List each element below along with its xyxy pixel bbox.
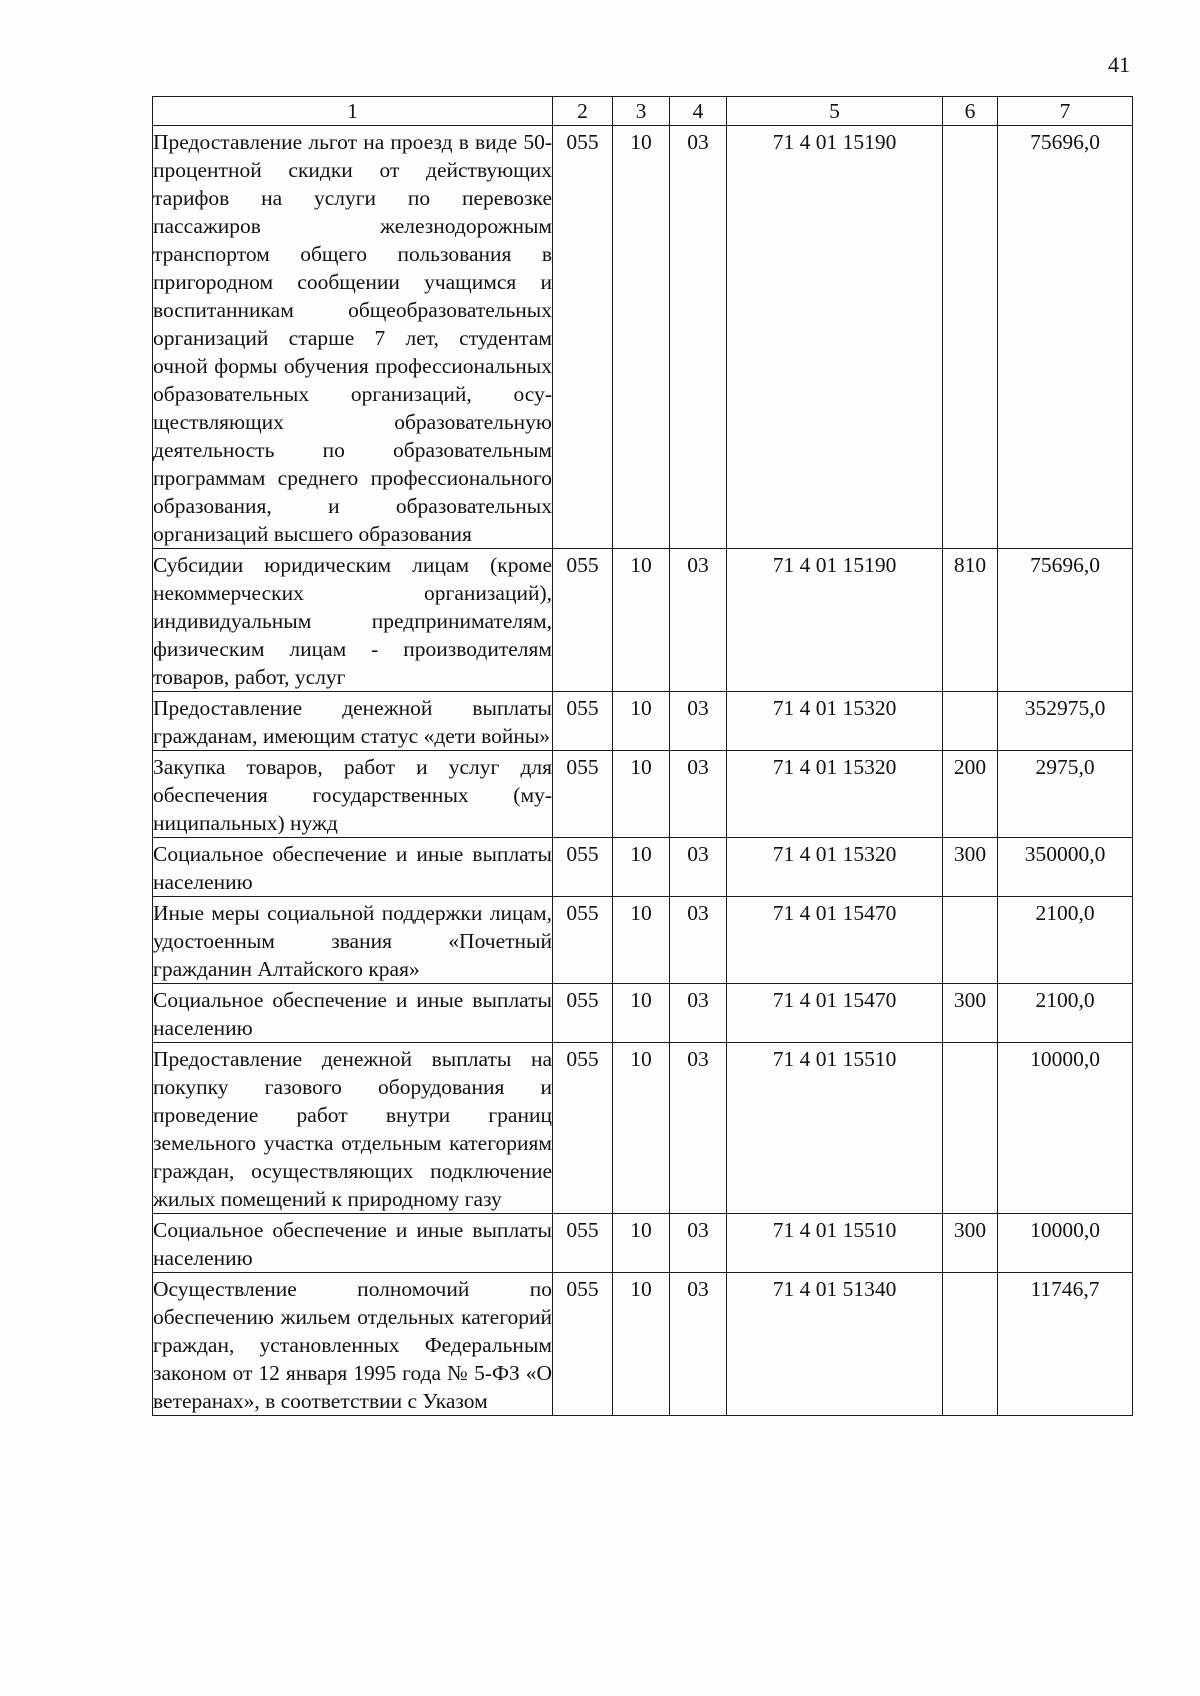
subsection-code: 03 <box>670 692 727 751</box>
table-row <box>153 897 1133 984</box>
expense-type-code: 300 <box>943 984 998 1043</box>
ministry-code: 055 <box>553 126 613 549</box>
subsection-code: 03 <box>670 838 727 897</box>
target-article-code: 71 4 01 51340 <box>727 1273 943 1416</box>
expense-type-code <box>943 692 998 751</box>
ministry-code: 055 <box>553 751 613 838</box>
ministry-code: 055 <box>553 1273 613 1416</box>
column-header: 5 <box>727 97 943 126</box>
column-header: 2 <box>553 97 613 126</box>
column-header: 6 <box>943 97 998 126</box>
ministry-code: 055 <box>553 897 613 984</box>
subsection-code: 03 <box>670 984 727 1043</box>
amount-value: 2100,0 <box>998 897 1133 984</box>
page-number: 41 <box>1108 52 1130 77</box>
expense-type-code <box>943 1043 998 1214</box>
table-row <box>153 838 1133 897</box>
column-header: 7 <box>998 97 1133 126</box>
target-article-code: 71 4 01 15190 <box>727 549 943 692</box>
section-code: 10 <box>613 751 670 838</box>
column-header: 4 <box>670 97 727 126</box>
section-code: 10 <box>613 1043 670 1214</box>
ministry-code: 055 <box>553 838 613 897</box>
target-article-code: 71 4 01 15320 <box>727 692 943 751</box>
ministry-code: 055 <box>553 1214 613 1273</box>
expense-type-code: 300 <box>943 1214 998 1273</box>
section-code: 10 <box>613 897 670 984</box>
row-description: Предоставление льгот на проезд в виде 50-процентной скидки от действующих тарифов на услуги по перевозке пассажиров железнодорожным транспортом общего пользования в пригородном сообщении учащимся и воспитанникам общеобразовательных организаций старше 7 лет, студентам очной формы обучения профессиональных образовательных организаций, осуществляющих образовательную деятельность по образовательным программам среднего профессионального образования, и образовательных организаций высшего образования <box>153 126 553 549</box>
target-article-code: 71 4 01 15320 <box>727 838 943 897</box>
column-header: 3 <box>613 97 670 126</box>
row-description: Предоставление денежной выплаты на покупку газового оборудования и проведение работ внутри границ земельного участка отдельным категориям граждан, осуществляющих подключение жилых помещений к природному газу <box>153 1043 553 1214</box>
table-row <box>153 984 1133 1043</box>
ministry-code: 055 <box>553 692 613 751</box>
amount-value: 75696,0 <box>998 126 1133 549</box>
table-row <box>153 751 1133 838</box>
ministry-code: 055 <box>553 1043 613 1214</box>
amount-value: 350000,0 <box>998 838 1133 897</box>
expense-type-code: 300 <box>943 838 998 897</box>
amount-value: 10000,0 <box>998 1043 1133 1214</box>
expense-type-code <box>943 1273 998 1416</box>
expense-type-code <box>943 897 998 984</box>
expense-type-code: 810 <box>943 549 998 692</box>
subsection-code: 03 <box>670 751 727 838</box>
expense-type-code <box>943 126 998 549</box>
amount-value: 2100,0 <box>998 984 1133 1043</box>
subsection-code: 03 <box>670 549 727 692</box>
section-code: 10 <box>613 838 670 897</box>
amount-value: 352975,0 <box>998 692 1133 751</box>
subsection-code: 03 <box>670 1043 727 1214</box>
row-description: Субсидии юридическим лицам (кроме некоммерческих организаций), индивидуальным предпринимателям, физическим лицам - производителям товаров, работ, услуг <box>153 549 553 692</box>
section-code: 10 <box>613 984 670 1043</box>
table-row <box>153 126 1133 549</box>
amount-value: 10000,0 <box>998 1214 1133 1273</box>
section-code: 10 <box>613 692 670 751</box>
amount-value: 11746,7 <box>998 1273 1133 1416</box>
target-article-code: 71 4 01 15510 <box>727 1214 943 1273</box>
amount-value: 2975,0 <box>998 751 1133 838</box>
target-article-code: 71 4 01 15470 <box>727 984 943 1043</box>
row-description: Социальное обеспечение и иные выплаты населению <box>153 838 553 897</box>
table-row <box>153 692 1133 751</box>
subsection-code: 03 <box>670 1273 727 1416</box>
row-description: Иные меры социальной поддержки лицам, удостоенным звания «Почетный гражданин Алтайского края» <box>153 897 553 984</box>
row-description: Осуществление полномочий по обеспечению жильем отдельных категорий граждан, установленных Федеральным законом от 12 января 1995 года № 5-ФЗ «О ветеранах», в соответствии с Указом <box>153 1273 553 1416</box>
ministry-code: 055 <box>553 984 613 1043</box>
target-article-code: 71 4 01 15190 <box>727 126 943 549</box>
row-description: Социальное обеспечение и иные выплаты населению <box>153 984 553 1043</box>
header-row <box>153 97 1133 126</box>
section-code: 10 <box>613 1273 670 1416</box>
table-row <box>153 1273 1133 1416</box>
subsection-code: 03 <box>670 1214 727 1273</box>
ministry-code: 055 <box>553 549 613 692</box>
section-code: 10 <box>613 549 670 692</box>
table-row <box>153 549 1133 692</box>
target-article-code: 71 4 01 15510 <box>727 1043 943 1214</box>
amount-value: 75696,0 <box>998 549 1133 692</box>
row-description: Предоставление денежной выплаты гражданам, имеющим статус «дети войны» <box>153 692 553 751</box>
row-description: Социальное обеспечение и иные выплаты населению <box>153 1214 553 1273</box>
subsection-code: 03 <box>670 126 727 549</box>
target-article-code: 71 4 01 15470 <box>727 897 943 984</box>
column-header: 1 <box>153 97 553 126</box>
table-row <box>153 1214 1133 1273</box>
section-code: 10 <box>613 1214 670 1273</box>
subsection-code: 03 <box>670 897 727 984</box>
target-article-code: 71 4 01 15320 <box>727 751 943 838</box>
section-code: 10 <box>613 126 670 549</box>
budget-table <box>152 96 1133 1416</box>
expense-type-code: 200 <box>943 751 998 838</box>
row-description: Закупка товаров, работ и услуг для обеспечения государственных (муниципальных) нужд <box>153 751 553 838</box>
table-row <box>153 1043 1133 1214</box>
